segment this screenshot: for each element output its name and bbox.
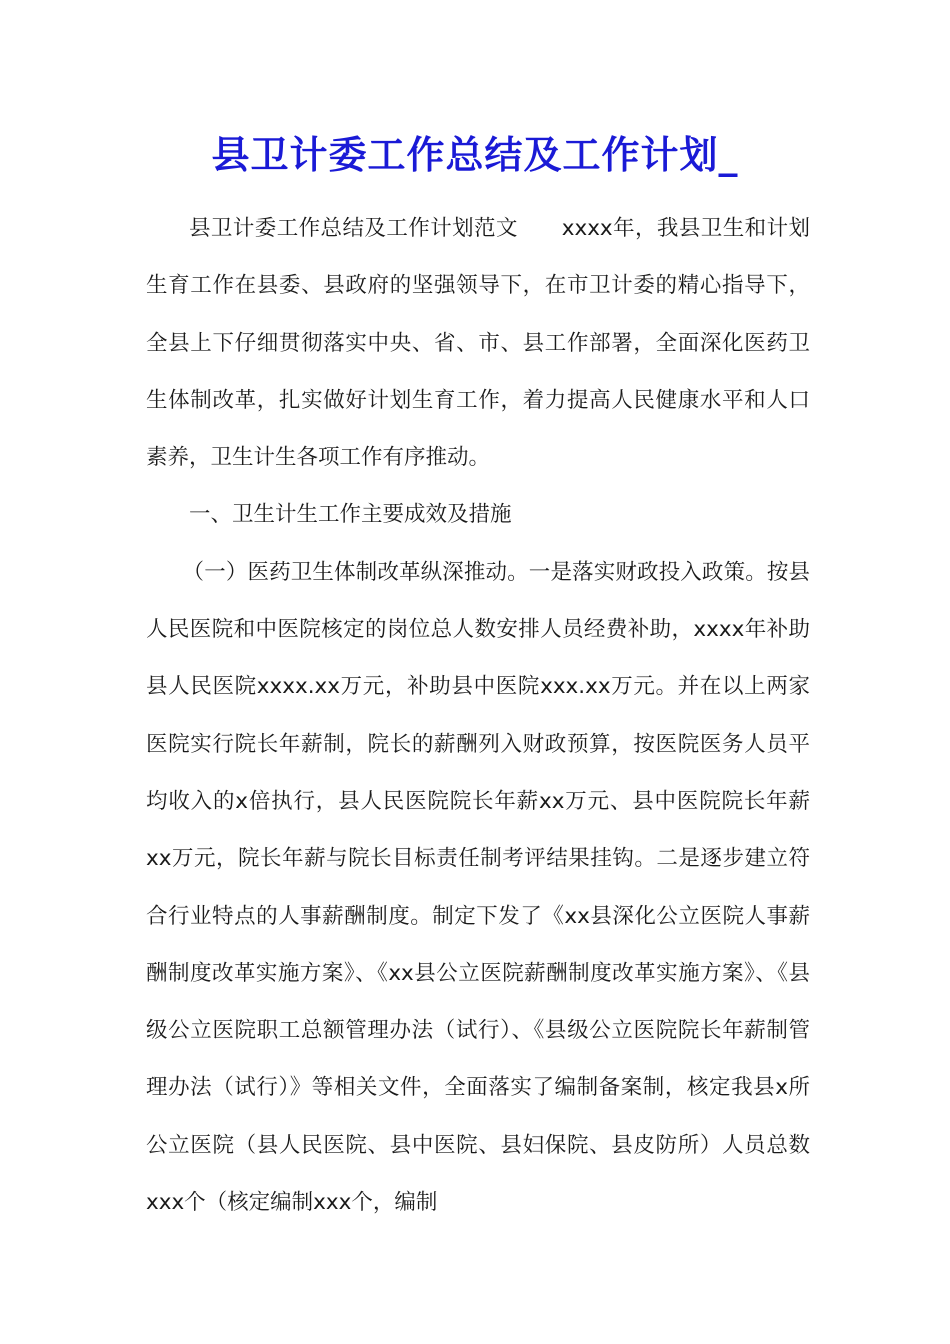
document-title: 县卫计委工作总结及工作计划_: [211, 132, 739, 177]
paragraph-reform: （一）医药卫生体制改革纵深推动。一是落实财政投入政策。按县人民医院和中医院核定的岗位总人数安排人员经费补助，xxxx年补助县人民医院xxxx.xx万元，补助县中医院xxx.xx万元。并在以上两家医院实行院长年薪制，院长的薪酬列入财政预算，按医院医务人员平均收入的x倍执行，县人民医院院长年薪xx万元、县中医院院长年薪xx万元，院长年薪与院长目标责任制考评结果挂钩。二是逐步建立符合行业特点的人事薪酬制度。制定下发了《xx县深化公立医院人事薪酬制度改革实施方案》、《xx县公立医院薪酬制度改革实施方案》、《县级公立医院职工总额管理办法（试行）、《县级公立医院院长年薪制管理办法（试行）》等相关文件，全面落实了编制备案制，核定我县x所公立医院（县人民医院、县中医院、县妇保院、县皮防所）人员总数xxx个（核定编制xxx个，编制: [146, 559, 810, 1216]
paragraph-intro: 县卫计委工作总结及工作计划范文 xxxx年，我县卫生和计划生育工作在县委、县政府的坚强领导下，在市卫计委的精心指导下，全县上下仔细贯彻落实中央、省、市、县工作部署，全面深化医药卫生体制改革，扎实做好计划生育工作，着力提高人民健康水平和人口素养，卫生计生各项工作有序推动。: [146, 216, 810, 471]
document-body: [146, 200, 810, 1231]
section-heading: 一、卫生计生工作主要成效及措施: [189, 502, 512, 528]
